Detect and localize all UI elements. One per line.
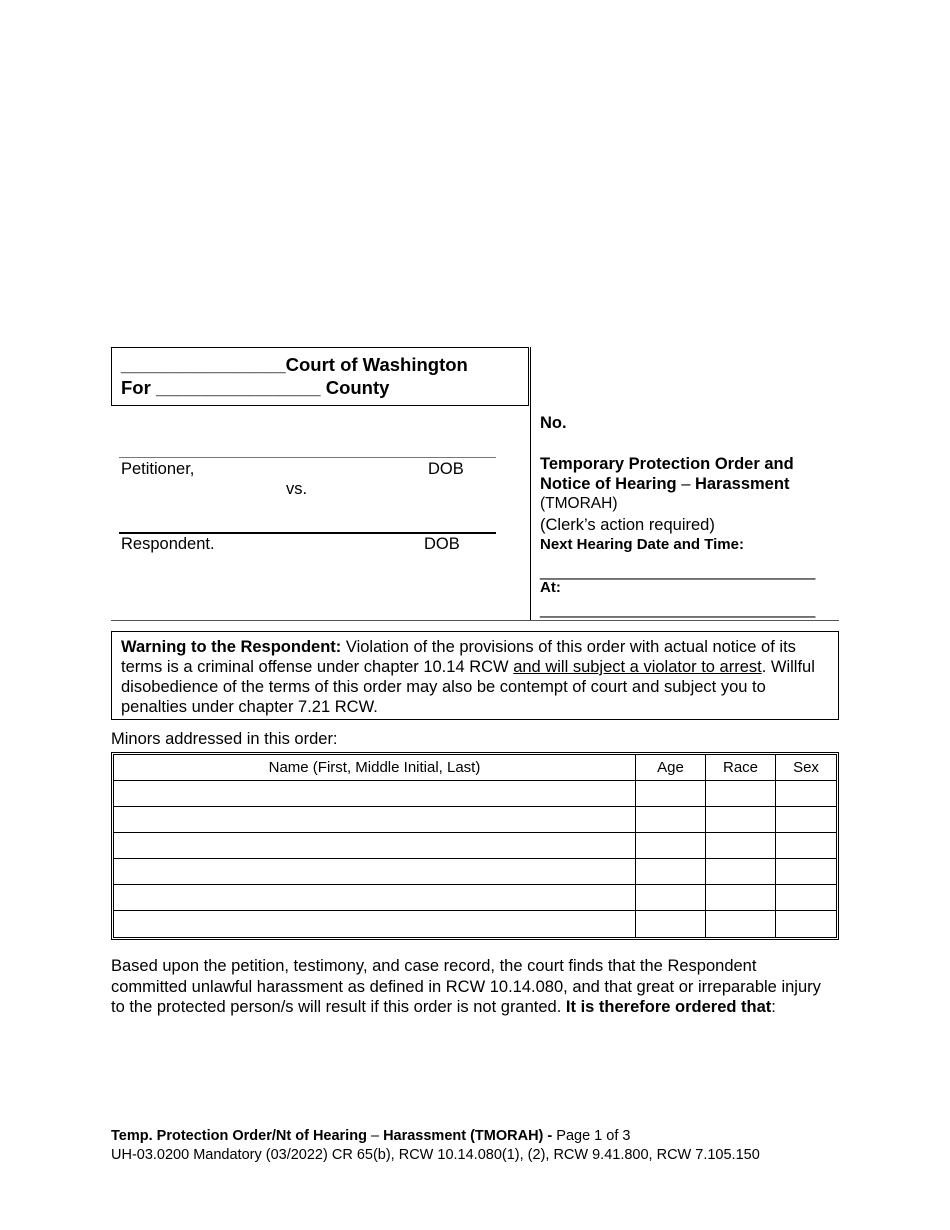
hearing-date-blank[interactable]: ______________________________ (540, 562, 816, 580)
court-findings-paragraph (111, 956, 831, 1018)
minor-age-cell[interactable] (636, 911, 706, 937)
minor-sex-cell[interactable] (776, 885, 836, 911)
clerk-action-note: (Clerk’s action required) (540, 516, 715, 534)
county-line (121, 377, 389, 399)
table-row (114, 885, 836, 911)
header-name: Name (First, Middle Initial, Last) (114, 755, 636, 781)
warning-text-1: Violation of the provisions of this order with actual notice of its terms is a criminal offense under chapter 10.14 RCW (121, 638, 796, 676)
minor-name-cell[interactable] (114, 833, 636, 859)
minor-race-cell[interactable] (706, 885, 776, 911)
findings-text: Based upon the petition, testimony, and case record, the court finds that the Respondent committed unlawful harassment as defined in RCW 10.14.080, and that great or irreparable injury to the protected person/s will result if this order is not granted. (111, 957, 821, 1016)
county-blank[interactable]: ________________ (155, 377, 321, 398)
footer-title-line (111, 1128, 630, 1144)
minor-name-cell[interactable] (114, 911, 636, 937)
next-hearing-label: Next Hearing Date and Time: (540, 536, 744, 553)
case-number-label: No. (540, 414, 567, 432)
minors-table (111, 752, 839, 940)
county-label: County (325, 377, 390, 398)
caption-divider-vertical (530, 347, 531, 621)
court-name-blank[interactable]: ________________ (121, 354, 286, 375)
order-title-harassment: Harassment (694, 475, 790, 493)
header-sex: Sex (776, 755, 836, 781)
respondent-name-line[interactable] (119, 532, 496, 534)
county-for-label: For (121, 377, 151, 398)
table-row (114, 807, 836, 833)
minor-race-cell[interactable] (706, 833, 776, 859)
table-row (114, 833, 836, 859)
footer-title: Temp. Protection Order/Nt of Hearing (111, 1128, 367, 1144)
minor-age-cell[interactable] (636, 833, 706, 859)
caption-divider-bottom (111, 620, 839, 621)
minor-name-cell[interactable] (114, 781, 636, 807)
footer-dash: – (366, 1128, 384, 1144)
minor-name-cell[interactable] (114, 807, 636, 833)
minor-race-cell[interactable] (706, 911, 776, 937)
table-row (114, 911, 836, 937)
respondent-dob-label: DOB (424, 535, 460, 553)
respondent-warning-box (111, 631, 839, 720)
table-row (114, 859, 836, 885)
footer-form-line: UH-03.0200 Mandatory (03/2022) CR 65(b), RCW 10.14.080(1), (2), RCW 9.41.800, RCW 7.105.150 (111, 1147, 760, 1163)
court-name-line (121, 354, 468, 376)
minor-race-cell[interactable] (706, 807, 776, 833)
header-race: Race (706, 755, 776, 781)
minor-age-cell[interactable] (636, 807, 706, 833)
petitioner-dob-label: DOB (428, 460, 464, 478)
petitioner-label: Petitioner, (121, 460, 195, 478)
minor-sex-cell[interactable] (776, 911, 836, 937)
minor-race-cell[interactable] (706, 859, 776, 885)
minor-name-cell[interactable] (114, 885, 636, 911)
warning-text-2: . Willful disobedience of the terms of this order may also be contempt of court and subject you to penalties under chapter 7.21 RCW. (121, 658, 815, 716)
findings-colon: : (771, 998, 776, 1016)
warning-arrest-clause: and will subject a violator to arrest (513, 658, 762, 676)
minor-sex-cell[interactable] (776, 807, 836, 833)
minor-age-cell[interactable] (636, 885, 706, 911)
table-row (114, 781, 836, 807)
header-age: Age (636, 755, 706, 781)
footer-title-2: Harassment (TMORAH) - (383, 1128, 553, 1144)
minor-sex-cell[interactable] (776, 833, 836, 859)
minors-header-row (114, 755, 836, 781)
findings-order-clause: It is therefore ordered that (565, 998, 772, 1016)
order-abbreviation: (TMORAH) (540, 495, 618, 512)
minor-sex-cell[interactable] (776, 859, 836, 885)
vs-label: vs. (286, 480, 308, 498)
footer-page-number: Page 1 of 3 (552, 1128, 631, 1144)
order-title-line1: Temporary Protection Order and (540, 455, 794, 473)
minor-age-cell[interactable] (636, 781, 706, 807)
court-label: Court of Washington (285, 354, 468, 375)
order-title-dash: – (676, 475, 695, 493)
minor-sex-cell[interactable] (776, 781, 836, 807)
warning-lead: Warning to the Respondent: (121, 638, 342, 656)
hearing-location-blank[interactable]: ______________________________ (540, 600, 816, 618)
order-title-notice: Notice of Hearing (540, 475, 677, 493)
hearing-location-label: At: (540, 579, 561, 596)
minor-race-cell[interactable] (706, 781, 776, 807)
petitioner-name-line[interactable] (119, 457, 496, 458)
minor-age-cell[interactable] (636, 859, 706, 885)
minors-label: Minors addressed in this order: (111, 730, 338, 748)
respondent-label: Respondent. (121, 535, 215, 553)
minor-name-cell[interactable] (114, 859, 636, 885)
order-title-line2 (540, 475, 789, 494)
